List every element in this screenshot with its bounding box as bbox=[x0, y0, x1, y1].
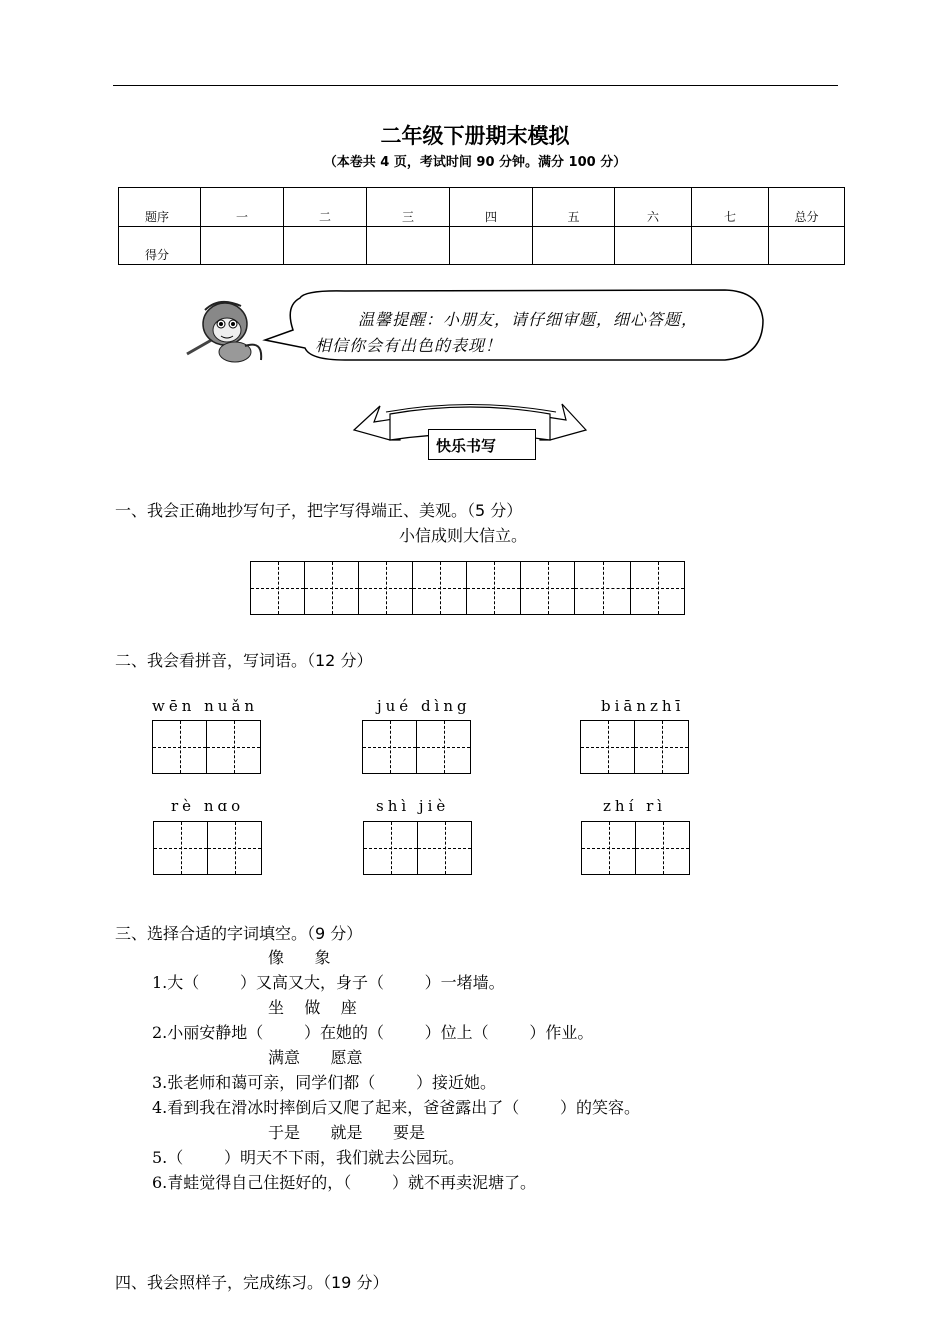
fill-sentence: 5.（ ）明天不下雨，我们就去公园玩。 bbox=[152, 1148, 464, 1167]
score-input-cell[interactable] bbox=[201, 226, 284, 265]
writing-cell[interactable] bbox=[358, 561, 413, 615]
score-input-cell[interactable] bbox=[284, 226, 367, 265]
writing-cell[interactable] bbox=[153, 821, 208, 875]
q3-title: 三、选择合适的字词填空。（9 分） bbox=[115, 924, 363, 943]
word-choices: 于是 就是 要是 bbox=[268, 1123, 426, 1142]
word-choices: 满意 愿意 bbox=[268, 1048, 363, 1067]
fill-sentence: 1.大（ ）又高又大，身子（ ）一堵墙。 bbox=[152, 973, 505, 992]
writing-cell[interactable] bbox=[416, 720, 471, 774]
score-header-cell: 总分 bbox=[769, 188, 845, 227]
page-title: 二年级下册期末模拟 bbox=[380, 124, 570, 148]
score-header-cell: 四 bbox=[450, 188, 533, 227]
pinyin-label: zhí rì bbox=[603, 797, 667, 815]
score-header-cell: 一 bbox=[201, 188, 284, 227]
q1-title: 一、我会正确地抄写句子，把字写得端正、美观。（5 分） bbox=[115, 501, 523, 520]
pinyin-label: jué dìng bbox=[377, 697, 471, 715]
pinyin-label: biānzhī bbox=[601, 697, 685, 715]
writing-cell[interactable] bbox=[581, 821, 636, 875]
banner-label: 快乐书写 bbox=[436, 437, 497, 455]
pinyin-label: rè nɑo bbox=[171, 797, 245, 815]
writing-cell[interactable] bbox=[362, 720, 417, 774]
page-subtitle: （本卷共 4 页，考试时间 90 分钟。满分 100 分） bbox=[323, 155, 627, 170]
fill-sentence: 3.张老师和蔼可亲，同学们都（ ）接近她。 bbox=[152, 1073, 496, 1092]
q2-title: 二、我会看拼音，写词语。（12 分） bbox=[115, 651, 373, 670]
score-input-cell[interactable] bbox=[615, 226, 692, 265]
writing-cell[interactable] bbox=[634, 720, 689, 774]
score-input-cell[interactable] bbox=[769, 226, 845, 265]
top-rule bbox=[113, 85, 838, 86]
score-table bbox=[118, 187, 845, 265]
pinyin-label: wēn nuǎn bbox=[152, 697, 259, 715]
score-row-label: 得分 bbox=[119, 226, 201, 265]
writing-cell[interactable] bbox=[152, 720, 207, 774]
writing-cell[interactable] bbox=[412, 561, 467, 615]
reminder-line-2: 相信你会有出色的表现！ bbox=[315, 336, 503, 355]
score-header-cell: 题序 bbox=[119, 188, 201, 227]
writing-cell[interactable] bbox=[250, 561, 305, 615]
score-input-cell[interactable] bbox=[533, 226, 615, 265]
writing-cell[interactable] bbox=[580, 720, 635, 774]
writing-cell[interactable] bbox=[304, 561, 359, 615]
word-choices: 像 象 bbox=[268, 948, 331, 967]
score-input-cell[interactable] bbox=[692, 226, 769, 265]
fill-sentence: 6.青蛙觉得自己住挺好的，（ ）就不再卖泥塘了。 bbox=[152, 1173, 536, 1192]
score-table-score-row bbox=[119, 226, 845, 265]
writing-cell[interactable] bbox=[630, 561, 685, 615]
score-input-cell[interactable] bbox=[367, 226, 450, 265]
reminder-line-1: 温馨提醒：小朋友，请仔细审题，细心答题， bbox=[358, 310, 699, 329]
writing-cell[interactable] bbox=[635, 821, 690, 875]
score-header-cell: 六 bbox=[615, 188, 692, 227]
score-table-header-row bbox=[119, 188, 845, 227]
score-input-cell[interactable] bbox=[450, 226, 533, 265]
score-header-cell: 五 bbox=[533, 188, 615, 227]
writing-cell[interactable] bbox=[417, 821, 472, 875]
writing-cell[interactable] bbox=[363, 821, 418, 875]
q4-title: 四、我会照样子，完成练习。（19 分） bbox=[115, 1273, 389, 1292]
fill-sentence: 4.看到我在滑冰时摔倒后又爬了起来，爸爸露出了（ ）的笑容。 bbox=[152, 1098, 640, 1117]
fill-sentence: 2.小丽安静地（ ）在她的（ ）位上（ ）作业。 bbox=[152, 1023, 594, 1042]
pinyin-label: shì jiè bbox=[376, 797, 450, 815]
score-header-cell: 二 bbox=[284, 188, 367, 227]
writing-cell[interactable] bbox=[207, 821, 262, 875]
writing-cell[interactable] bbox=[466, 561, 521, 615]
writing-cell[interactable] bbox=[574, 561, 631, 615]
q1-sentence: 小信成则大信立。 bbox=[399, 526, 528, 545]
score-header-cell: 三 bbox=[367, 188, 450, 227]
score-header-cell: 七 bbox=[692, 188, 769, 227]
word-choices: 坐 做 座 bbox=[268, 998, 357, 1017]
writing-cell[interactable] bbox=[520, 561, 575, 615]
writing-cell[interactable] bbox=[206, 720, 261, 774]
